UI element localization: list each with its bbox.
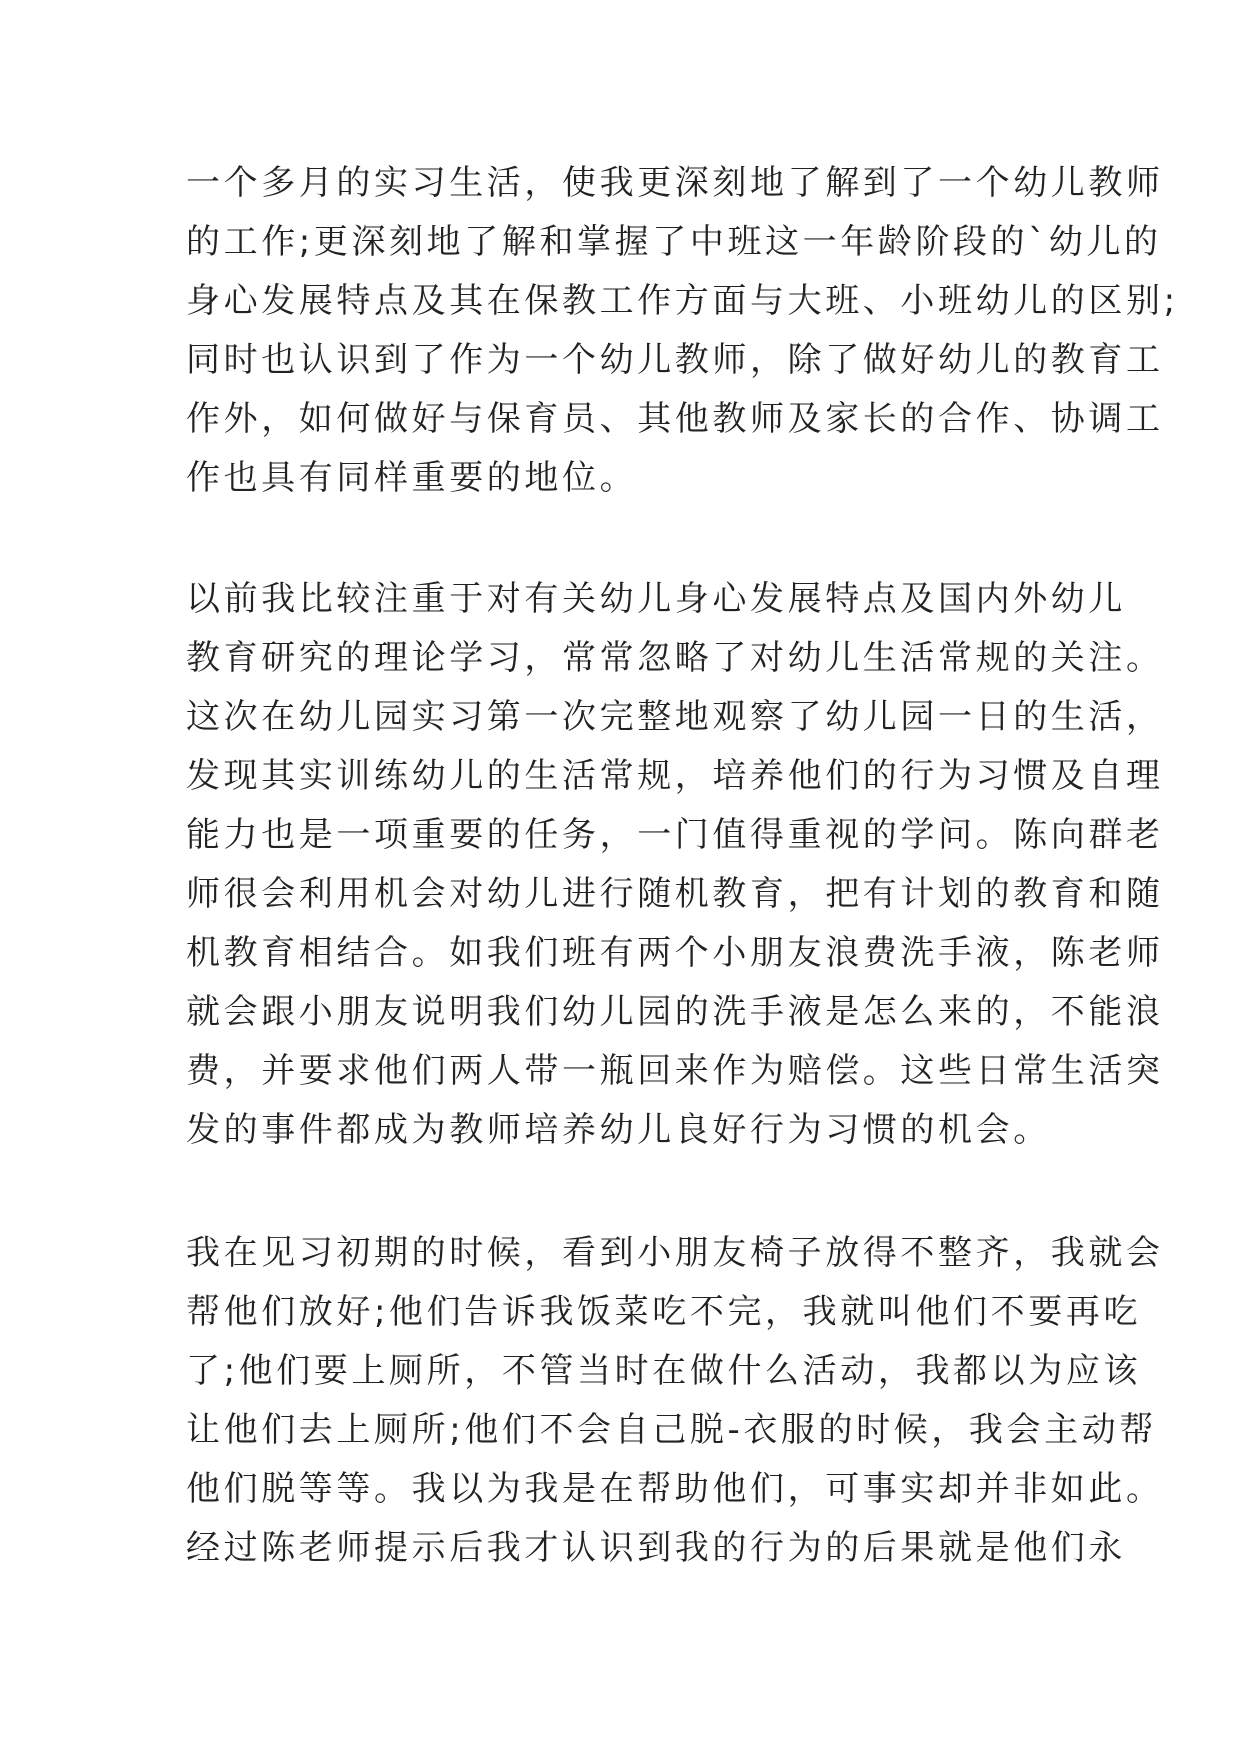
paragraph-line: 发现其实训练幼儿的生活常规，培养他们的行为习惯及自理 [186, 756, 1164, 796]
paragraph-daily-routine [186, 570, 1164, 1160]
paragraph-line: 他们脱等等。我以为我是在帮助他们，可事实却并非如此。 [186, 1469, 1164, 1509]
paragraph-early-observation [186, 1224, 1164, 1578]
paragraph-line: 作也具有同样重要的地位。 [186, 458, 638, 498]
paragraph-line: 费，并要求他们两人带一瓶回来作为赔偿。这些日常生活突 [186, 1051, 1164, 1091]
paragraph-line: 就会跟小朋友说明我们幼儿园的洗手液是怎么来的，不能浪 [186, 992, 1164, 1032]
paragraph-line: 师很会利用机会对幼儿进行随机教育，把有计划的教育和随 [186, 874, 1164, 914]
paragraph-line: 能力也是一项重要的任务，一门值得重视的学问。陈向群老 [186, 815, 1164, 855]
paragraph-line: 了;他们要上厕所，不管当时在做什么活动，我都以为应该 [186, 1351, 1142, 1391]
paragraph-internship-summary [186, 154, 1179, 508]
paragraph-line: 这次在幼儿园实习第一次完整地观察了幼儿园一日的生活， [186, 697, 1164, 737]
paragraph-line: 一个多月的实习生活，使我更深刻地了解到了一个幼儿教师 [186, 163, 1164, 203]
paragraph-line: 作外，如何做好与保育员、其他教师及家长的合作、协调工 [186, 399, 1164, 439]
paragraph-line: 帮他们放好;他们告诉我饭菜吃不完，我就叫他们不要再吃 [186, 1292, 1142, 1332]
paragraph-line: 的工作;更深刻地了解和掌握了中班这一年龄阶段的`幼儿的 [186, 222, 1162, 262]
paragraph-line: 我在见习初期的时候，看到小朋友椅子放得不整齐，我就会 [186, 1233, 1164, 1273]
paragraph-line: 发的事件都成为教师培养幼儿良好行为习惯的机会。 [186, 1110, 1051, 1150]
paragraph-line: 以前我比较注重于对有关幼儿身心发展特点及国内外幼儿 [186, 579, 1126, 619]
paragraph-line: 让他们去上厕所;他们不会自己脱-衣服的时候，我会主动帮 [186, 1410, 1157, 1450]
paragraph-line: 同时也认识到了作为一个幼儿教师，除了做好幼儿的教育工 [186, 340, 1164, 380]
paragraph-line: 机教育相结合。如我们班有两个小朋友浪费洗手液，陈老师 [186, 933, 1164, 973]
paragraph-line: 身心发展特点及其在保教工作方面与大班、小班幼儿的区别; [186, 281, 1179, 321]
paragraph-line: 教育研究的理论学习，常常忽略了对幼儿生活常规的关注。 [186, 638, 1164, 678]
paragraph-line: 经过陈老师提示后我才认识到我的行为的后果就是他们永 [186, 1528, 1126, 1568]
